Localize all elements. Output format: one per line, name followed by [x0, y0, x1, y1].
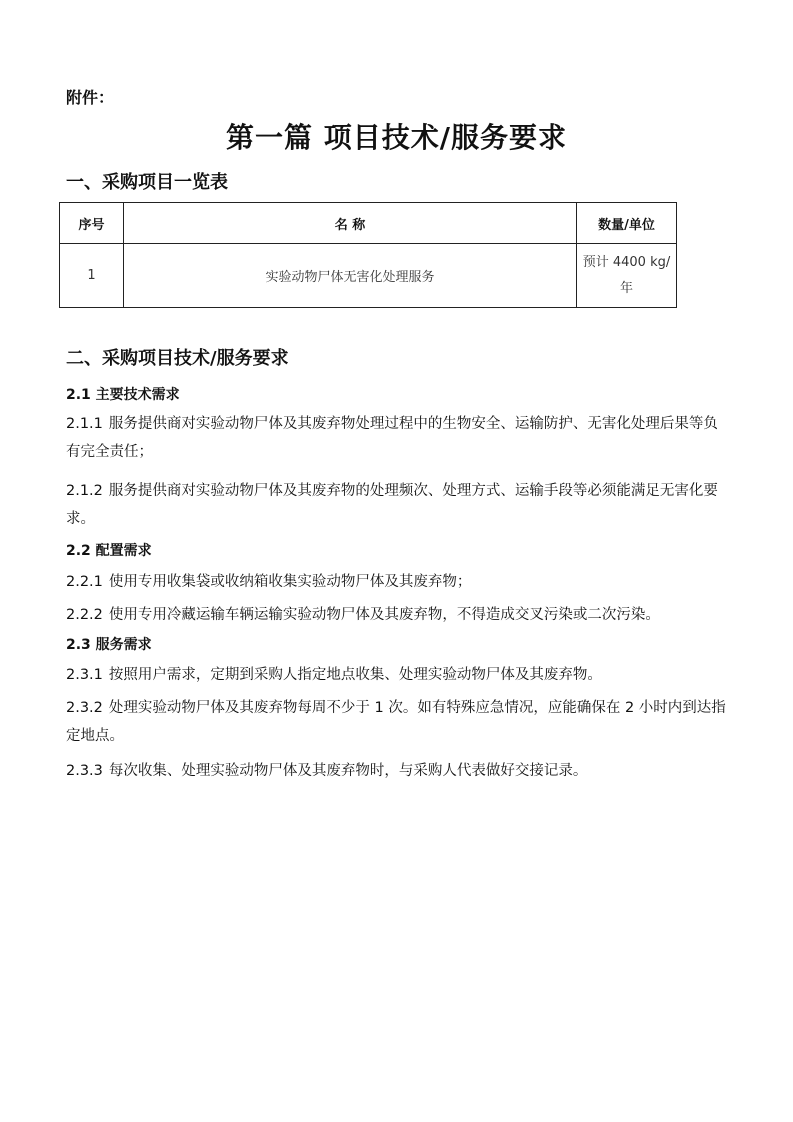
item-text: 处理实验动物尸体及其废弃物每周不少于 1 次。如有特殊应急情况，应能确保在 2 小时内到达指定地点。 [66, 700, 726, 744]
requirement-item [66, 757, 726, 785]
requirement-item [66, 477, 726, 533]
document-title: 第一篇 项目技术/服务要求 [226, 121, 567, 154]
item-text: 按照用户需求，定期到采购人指定地点收集、处理实验动物尸体及其废弃物。 [108, 667, 602, 683]
item-text: 使用专用冷藏运输车辆运输实验动物尸体及其废弃物，不得造成交叉污染或二次污染。 [108, 607, 660, 623]
attachment-label: 附件： [66, 88, 115, 107]
subsection-title-service: 2.3 服务需求 [66, 637, 152, 653]
header-name: 名 称 [124, 203, 577, 244]
item-number: 2.3.1 [66, 667, 103, 683]
subsection-title-configuration: 2.2 配置需求 [66, 543, 152, 559]
header-quantity-unit: 数量/单位 [577, 203, 677, 244]
table-header-row [60, 203, 677, 244]
item-number: 2.1.1 [66, 416, 103, 432]
quantity-line-1: 预计 4400 kg/ [582, 254, 671, 270]
requirement-item [66, 661, 726, 689]
item-text: 每次收集、处理实验动物尸体及其废弃物时，与采购人代表做好交接记录。 [108, 763, 588, 779]
requirement-item [66, 694, 726, 750]
cell-service-name: 实验动物尸体无害化处理服务 [124, 244, 577, 308]
section-heading-requirements: 二、采购项目技术/服务要求 [66, 348, 289, 369]
header-serial-number: 序号 [60, 203, 124, 244]
item-text: 使用专用收集袋或收纳箱收集实验动物尸体及其废弃物； [108, 574, 472, 590]
requirement-item [66, 568, 726, 596]
cell-serial-number: 1 [60, 244, 124, 308]
procurement-table [59, 202, 677, 308]
item-number: 2.1.2 [66, 483, 103, 499]
item-number: 2.3.2 [66, 700, 103, 716]
item-number: 2.3.3 [66, 763, 103, 779]
requirement-item [66, 410, 726, 466]
cell-quantity [577, 244, 677, 308]
item-text: 服务提供商对实验动物尸体及其废弃物处理过程中的生物安全、运输防护、无害化处理后果等负有完全责任； [66, 416, 718, 460]
item-text: 服务提供商对实验动物尸体及其废弃物的处理频次、处理方式、运输手段等必须能满足无害化要求。 [66, 483, 718, 527]
subsection-title-technical: 2.1 主要技术需求 [66, 387, 180, 403]
section-heading-procurement-list: 一、采购项目一览表 [66, 172, 228, 193]
table-row [60, 244, 677, 308]
item-number: 2.2.1 [66, 574, 103, 590]
requirement-item [66, 601, 726, 629]
item-number: 2.2.2 [66, 607, 103, 623]
quantity-line-2: 年 [619, 280, 633, 296]
